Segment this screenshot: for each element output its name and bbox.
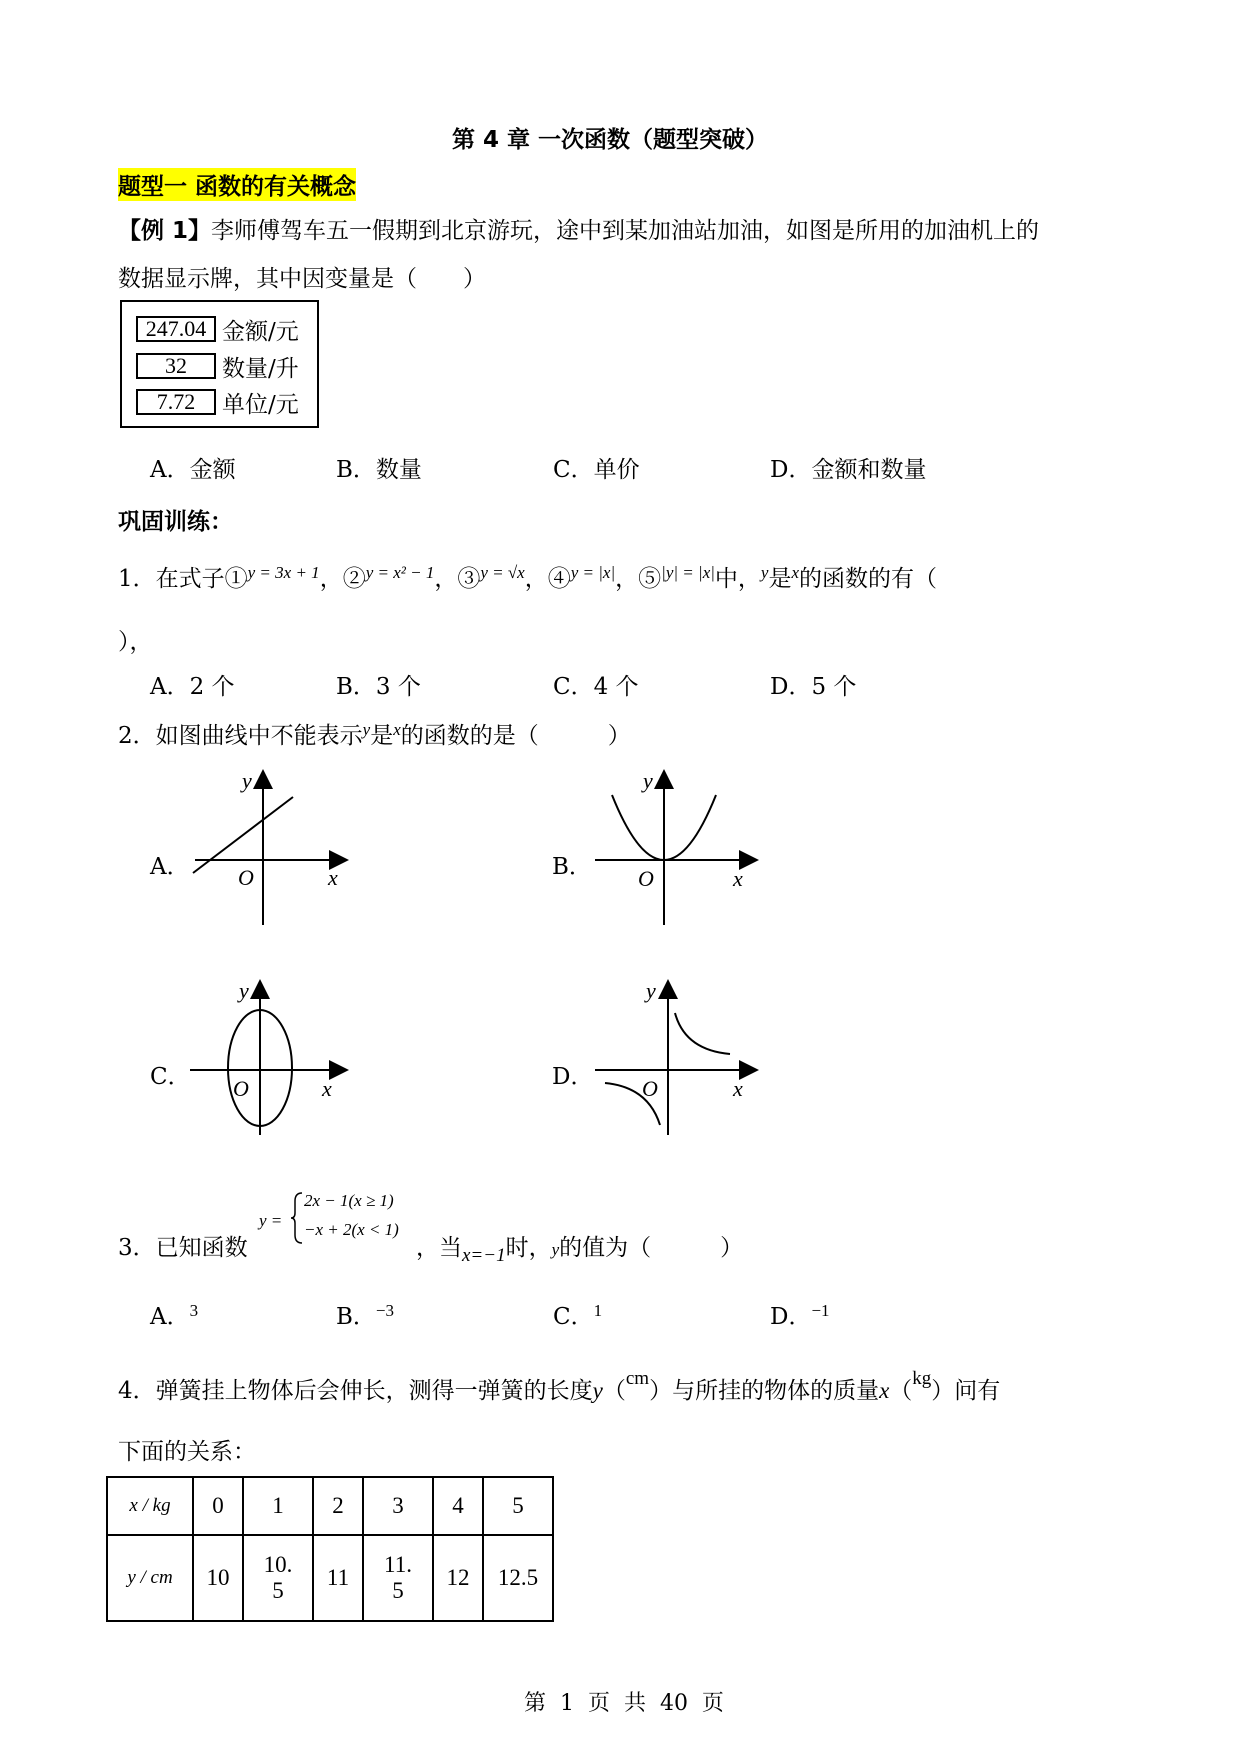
- q1-sep: ，④: [524, 566, 571, 592]
- q1-formula-1: y = 3x + 1: [247, 563, 320, 582]
- table-cell: y / cm: [107, 1535, 193, 1621]
- q4-paren: （: [889, 1378, 913, 1404]
- q1-option-b: B．3 个: [336, 674, 421, 700]
- table-cell: 12: [433, 1535, 483, 1621]
- graph-label-c: C．: [150, 1064, 191, 1090]
- q1-sep: ，⑤: [615, 566, 662, 592]
- graph-d-hyperbola: [590, 975, 765, 1140]
- practice-label: 巩固训练：: [118, 509, 233, 535]
- spring-data-table: [106, 1476, 554, 1622]
- table-row: [107, 1477, 553, 1535]
- q1-is: 是: [768, 566, 792, 592]
- table-cell: 11. 5: [363, 1535, 433, 1621]
- example1-label: 【例 1】: [118, 218, 212, 244]
- q4-tail: ）问有: [931, 1378, 1001, 1404]
- q4-unit-kg: kg: [912, 1368, 932, 1389]
- meter-label: 单位/元: [222, 391, 299, 418]
- q4-var-x: x: [879, 1378, 890, 1403]
- example1-line1: [118, 212, 1039, 245]
- section-heading: 题型一 函数的有关概念: [118, 168, 356, 201]
- q3-piece-2: −x + 2(x < 1): [304, 1220, 399, 1239]
- q3-option-d: [770, 1298, 830, 1331]
- table-cell: 2: [313, 1477, 363, 1535]
- graph-y-label: y: [239, 978, 249, 1003]
- graph-origin-label: O: [233, 1076, 249, 1101]
- graph-a-line: [185, 765, 355, 930]
- q3-var-y: y: [551, 1240, 560, 1259]
- q3-mid2: 时，: [505, 1235, 552, 1261]
- graph-x-label: x: [733, 1076, 743, 1101]
- q4-unit-cm: cm: [625, 1368, 650, 1389]
- q3-rest: [416, 1229, 743, 1267]
- q4-lead: 4．弹簧挂上物体后会伸长，测得一弹簧的长度: [118, 1378, 593, 1404]
- option-value: 1: [593, 1301, 603, 1320]
- graph-y-label: y: [646, 978, 656, 1003]
- q4-paren: （: [602, 1378, 626, 1404]
- q3-tail: 的值为（ ）: [559, 1235, 744, 1261]
- graph-x-label: x: [322, 1076, 332, 1101]
- q1-line2: ），: [118, 629, 153, 655]
- meter-row-amount: [136, 316, 299, 345]
- option-value: −1: [811, 1301, 830, 1320]
- q1-tail: 的函数的有（: [799, 566, 938, 592]
- q3-piece-1: 2x − 1(x ≥ 1): [304, 1191, 394, 1210]
- table-cell: 0: [193, 1477, 243, 1535]
- q1-line1: [118, 560, 937, 593]
- option-letter: D．: [770, 1304, 812, 1330]
- q1-option-a: A．2 个: [150, 674, 235, 700]
- graph-origin-label: O: [642, 1076, 658, 1101]
- table-cell: 11: [313, 1535, 363, 1621]
- q4-line2: 下面的关系：: [118, 1439, 256, 1465]
- q1-option-c: C．4 个: [553, 674, 639, 700]
- graph-label-b: B．: [552, 854, 592, 880]
- table-cell: 12.5: [483, 1535, 553, 1621]
- example1-option-c: C．单价: [553, 457, 640, 483]
- example1-line2: 数据显示牌，其中因变量是（ ）: [118, 266, 486, 292]
- table-cell: 4: [433, 1477, 483, 1535]
- table-row: [107, 1535, 553, 1621]
- graph-y-label: y: [643, 768, 653, 793]
- graph-b-parabola: [590, 765, 765, 930]
- q1-formula-2: y = x² − 1: [365, 563, 435, 582]
- q2-tail: 的函数的是（ ）: [400, 723, 631, 749]
- option-letter: C．: [553, 1304, 594, 1330]
- q2-var-x: x: [393, 720, 401, 739]
- q3-option-c: [553, 1298, 602, 1331]
- q4-line1: [118, 1368, 1000, 1405]
- q1-var-x: x: [791, 563, 800, 582]
- q1-var-y: y: [760, 563, 769, 582]
- q3-cond: x=−1: [462, 1245, 506, 1266]
- option-value: 3: [189, 1301, 199, 1320]
- q4-mid: ）与所挂的物体的质量: [649, 1378, 880, 1404]
- q2-line: [118, 717, 631, 750]
- graph-c-ellipse: [185, 975, 355, 1140]
- example1-option-d: D．金额和数量: [770, 457, 927, 483]
- meter-row-unit: [136, 389, 299, 418]
- q1-formula-4: y = |x|: [570, 563, 616, 582]
- table-cell: 3: [363, 1477, 433, 1535]
- q3-brace: [290, 1191, 304, 1245]
- q1-formula-3: y = √x: [480, 563, 525, 582]
- q3-mid: ，当: [416, 1235, 462, 1261]
- meter-value: 7.72: [136, 389, 216, 415]
- fuel-meter-display: [120, 300, 319, 428]
- q1-mid: 中，: [714, 566, 761, 592]
- meter-value: 32: [136, 353, 216, 379]
- graph-x-label: x: [733, 866, 743, 891]
- q3-option-b: [336, 1298, 394, 1331]
- q1-formula-5: |y| = |x|: [661, 563, 715, 582]
- page-title: 第 4 章 一次函数（题型突破）: [452, 127, 769, 153]
- graph-label-d: D．: [552, 1064, 594, 1090]
- table-cell: 10: [193, 1535, 243, 1621]
- table-cell: 1: [243, 1477, 313, 1535]
- example1-option-b: B．数量: [336, 457, 422, 483]
- table-cell: x / kg: [107, 1477, 193, 1535]
- graph-y-label: y: [242, 768, 252, 793]
- graph-origin-label: O: [238, 865, 254, 890]
- table-cell: 5: [483, 1477, 553, 1535]
- q3-lead: 3．已知函数: [118, 1235, 248, 1261]
- q2-is: 是: [370, 723, 394, 749]
- q2-lead: 2．如图曲线中不能表示: [118, 723, 363, 749]
- meter-value: 247.04: [136, 316, 216, 342]
- meter-label: 金额/元: [222, 318, 299, 345]
- graph-origin-label: O: [638, 866, 654, 891]
- meter-row-quantity: [136, 353, 299, 382]
- q3-piece-y: y =: [259, 1211, 283, 1230]
- option-letter: A．: [150, 1304, 190, 1330]
- page-footer: 第 1 页 共 40 页: [524, 1691, 724, 1716]
- example1-text1: 李师傅驾车五一假期到北京游玩，途中到某加油站加油，如图是所用的加油机上的: [211, 218, 1040, 244]
- example1-option-a: A．金额: [150, 457, 236, 483]
- q3-option-a: [150, 1298, 198, 1331]
- meter-label: 数量/升: [222, 355, 299, 382]
- q4-var-y: y: [592, 1378, 603, 1403]
- q1-sep: ，③: [434, 566, 481, 592]
- q2-var-y: y: [362, 720, 371, 739]
- q1-lead: 1．在式子①: [118, 566, 248, 592]
- q1-sep: ，②: [319, 566, 366, 592]
- graph-x-label: x: [328, 865, 338, 890]
- option-letter: B．: [336, 1304, 376, 1330]
- q1-option-d: D．5 个: [770, 674, 857, 700]
- graph-label-a: A．: [150, 854, 190, 880]
- option-value: −3: [375, 1301, 394, 1320]
- table-cell: 10. 5: [243, 1535, 313, 1621]
